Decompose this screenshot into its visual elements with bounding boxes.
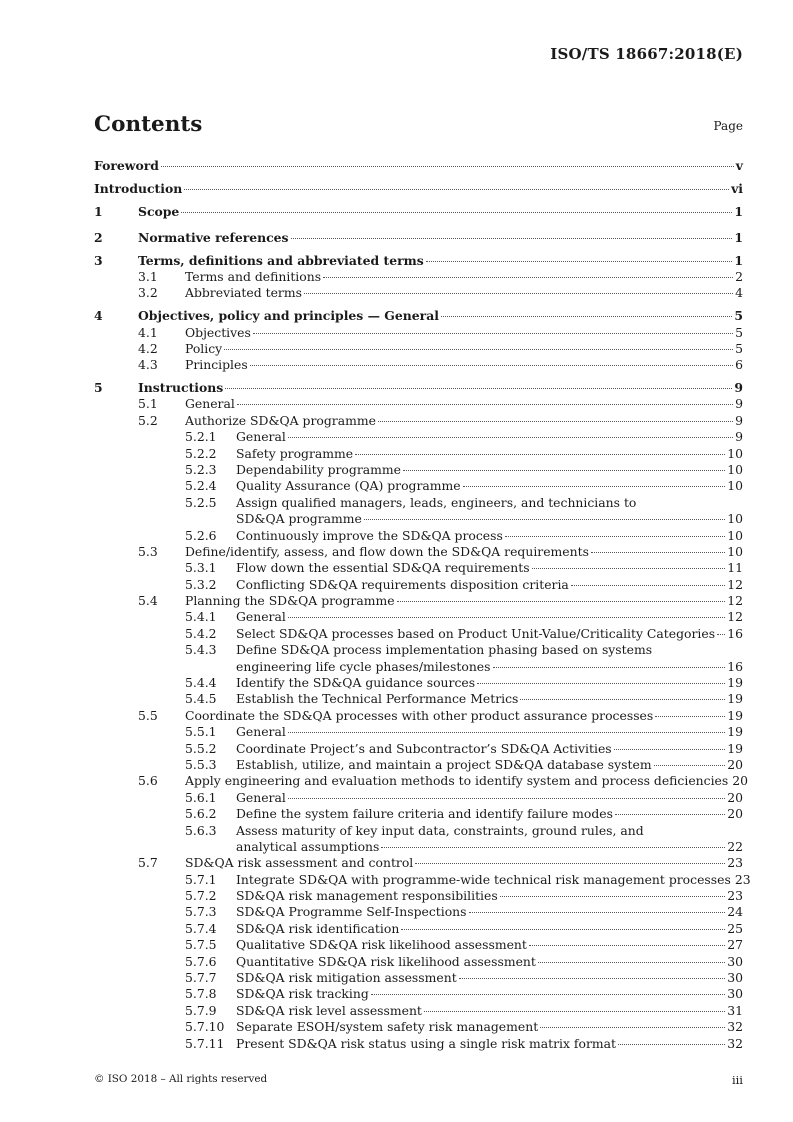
- dot-leader: [381, 846, 725, 848]
- toc-entry-page: 23: [727, 855, 743, 871]
- dot-leader: [288, 797, 725, 799]
- document-id: ISO/TS 18667:2018(E): [550, 45, 743, 63]
- toc-entry-page: 5: [735, 324, 743, 340]
- toc-entry-title: Assess maturity of key input data, constraints, ground rules, and: [236, 822, 644, 838]
- toc-entry-page: 30: [727, 986, 743, 1002]
- toc-entry[interactable]: [94, 609, 743, 625]
- toc-entry-title: Integrate SD&QA with programme-wide technical risk management processes: [236, 871, 731, 887]
- dot-leader: [538, 961, 725, 963]
- dot-leader: [477, 682, 725, 684]
- toc-entry-number: 5.4.1: [185, 609, 217, 625]
- toc-entry-number: 5.7: [138, 855, 158, 871]
- toc-entry-page: 19: [727, 707, 743, 723]
- dot-leader: [459, 977, 726, 979]
- dot-leader: [288, 731, 725, 733]
- toc-entry-title: SD&QA risk management responsibilities: [236, 888, 498, 904]
- toc-entry-page: 12: [727, 609, 743, 625]
- toc-entry-title: Scope: [138, 203, 180, 219]
- toc-entry-title: Objectives: [185, 324, 251, 340]
- toc-entry-title: General: [236, 724, 286, 740]
- toc-entry[interactable]: [94, 357, 743, 373]
- dot-leader: [424, 1010, 725, 1012]
- toc-entry[interactable]: [94, 253, 743, 269]
- toc-entry[interactable]: [94, 823, 743, 839]
- toc-entry-page: 10: [727, 461, 743, 477]
- toc-entry-number: 5.2.3: [185, 461, 217, 477]
- toc-entry-continuation[interactable]: [94, 659, 743, 675]
- toc-entry-title: SD&QA risk level assessment: [236, 1002, 422, 1018]
- toc-entry-title: General: [236, 789, 286, 805]
- toc-entry[interactable]: [94, 741, 743, 757]
- toc-entry-title: SD&QA Programme Self-Inspections: [236, 904, 467, 920]
- toc-entry-page: 24: [727, 904, 743, 920]
- toc-entry-page: 16: [727, 658, 743, 674]
- toc-entry-page: v: [735, 158, 743, 173]
- toc-entry-page: 2: [735, 269, 743, 285]
- toc-entry-page: 9: [735, 396, 743, 412]
- toc-entry-page: 5: [735, 340, 743, 356]
- toc-entry-title: General: [236, 609, 286, 625]
- toc-entry-page: 10: [727, 511, 743, 527]
- page-column-label: Page: [713, 119, 743, 133]
- dot-leader: [500, 895, 726, 897]
- toc-entry[interactable]: [94, 429, 743, 445]
- toc-entry[interactable]: [94, 855, 743, 871]
- toc-entry-title: General: [185, 396, 235, 412]
- dot-leader: [463, 485, 726, 487]
- toc-entry-page: 20: [732, 773, 749, 789]
- dot-leader: [493, 666, 726, 668]
- toc-entry[interactable]: [94, 970, 743, 986]
- toc-entry[interactable]: [94, 495, 743, 511]
- toc-entry[interactable]: [94, 904, 743, 920]
- toc-entry-number: 5.5.1: [185, 724, 217, 740]
- toc-entry-page: 25: [727, 920, 743, 936]
- toc-entry-number: 5.2.2: [185, 445, 217, 461]
- toc-entry-number: 5.3.2: [185, 576, 217, 592]
- toc-entry-title: Normative references: [138, 229, 289, 245]
- footer-copyright: © ISO 2018 – All rights reserved: [94, 1073, 268, 1085]
- dot-leader: [364, 518, 725, 520]
- toc-entry-page: 30: [727, 970, 743, 986]
- toc-entry-number: 5.5: [138, 707, 158, 723]
- toc-entry[interactable]: [94, 269, 743, 285]
- toc-entry[interactable]: [94, 626, 743, 642]
- toc-entry-number: 5.5.2: [185, 740, 217, 756]
- toc-entry-continuation[interactable]: [94, 511, 743, 527]
- toc-entry-page: 23: [734, 871, 751, 887]
- toc-entry[interactable]: [94, 201, 743, 224]
- toc-entry-page: 19: [727, 675, 743, 691]
- toc-entry-number: 5.7.10: [185, 1019, 225, 1035]
- dot-leader: [520, 698, 725, 700]
- toc-entry-number: 5.2.4: [185, 478, 217, 494]
- toc-entry-page: 1: [734, 203, 743, 219]
- toc-entry[interactable]: [94, 560, 743, 576]
- toc-entry-page: 19: [727, 724, 743, 740]
- toc-entry[interactable]: [94, 675, 743, 691]
- toc-entry-page: 4: [735, 285, 743, 301]
- toc-entry-page: 9: [735, 412, 743, 428]
- toc-entry-number: 5.2.6: [185, 527, 217, 543]
- dot-leader: [415, 862, 725, 864]
- dot-leader: [253, 332, 733, 334]
- toc-entry-page: 31: [727, 1002, 743, 1018]
- toc-entry[interactable]: [94, 642, 743, 658]
- toc-entry-number: 2: [94, 229, 103, 245]
- toc-entry[interactable]: [94, 155, 743, 178]
- dot-leader: [532, 567, 726, 569]
- dot-leader: [654, 764, 726, 766]
- toc-entry-page: 22: [727, 838, 743, 854]
- toc-entry[interactable]: [94, 396, 743, 412]
- dot-leader: [540, 1026, 725, 1028]
- toc-entry-number: 4.1: [138, 324, 158, 340]
- toc-entry-title: Foreword: [94, 158, 159, 173]
- toc-entry-page: 11: [727, 560, 743, 576]
- toc-entry[interactable]: [94, 577, 743, 593]
- dot-leader: [655, 715, 725, 717]
- toc-entry-title: Establish, utilize, and maintain a project SD&QA database system: [236, 756, 652, 772]
- toc-entry[interactable]: [94, 1019, 743, 1035]
- toc-entry-title-continued: SD&QA programme: [236, 511, 362, 527]
- toc-entry-number: 5.7.9: [185, 1002, 217, 1018]
- toc-entry-page: 20: [727, 789, 743, 805]
- toc-entry[interactable]: [94, 178, 743, 201]
- toc-entry-page: 20: [727, 806, 743, 822]
- toc-entry-page: 19: [727, 740, 743, 756]
- toc-entry-page: 12: [727, 576, 743, 592]
- dot-leader: [378, 420, 733, 422]
- toc-entry-number: 5.4.3: [185, 642, 217, 658]
- dot-leader: [304, 292, 733, 294]
- toc-entry-page: 6: [735, 357, 743, 373]
- toc-entry[interactable]: [94, 413, 743, 429]
- toc-entry-title: Apply engineering and evaluation methods to identify system and process deficiencies: [185, 773, 729, 789]
- dot-leader: [717, 633, 725, 635]
- toc-entry[interactable]: [94, 544, 743, 560]
- toc-entry-title: Qualitative SD&QA risk likelihood assessment: [236, 937, 527, 953]
- toc-entry-number: 5.7.11: [185, 1035, 225, 1051]
- dot-leader: [529, 944, 725, 946]
- toc-entry-title: Terms, definitions and abbreviated terms: [138, 252, 424, 268]
- toc-entry-number: 3.2: [138, 285, 158, 301]
- toc-entry-number: 5.7.1: [185, 871, 217, 887]
- toc-entry-page: vi: [731, 180, 743, 196]
- toc-entry-title: SD&QA risk identification: [236, 920, 400, 936]
- toc-entry-title: SD&QA risk assessment and control: [185, 855, 414, 871]
- toc-entry-title: Define the system failure criteria and identify failure modes: [236, 806, 613, 822]
- toc-entry-title: Coordinate Project’s and Subcontractor’s SD&QA Activities: [236, 740, 612, 756]
- dot-leader: [614, 748, 726, 750]
- toc-entry-title: Flow down the essential SD&QA requirements: [236, 560, 530, 576]
- toc-entry-number: 5.2: [138, 412, 158, 428]
- dot-leader: [184, 188, 729, 190]
- toc-entry-page: 10: [727, 527, 743, 543]
- toc-entry-page: 9: [735, 429, 743, 445]
- dot-leader: [426, 260, 733, 262]
- toc-entry-title: Authorize SD&QA programme: [185, 412, 376, 428]
- toc-entry[interactable]: [94, 308, 743, 324]
- dot-leader: [371, 993, 725, 995]
- toc-entry-page: 30: [727, 953, 743, 969]
- dot-leader: [591, 551, 725, 553]
- toc-entry-title: General: [236, 429, 286, 445]
- toc-entry-number: 5.3: [138, 543, 158, 559]
- toc-entry-title: Select SD&QA processes based on Product Unit-Value/Criticality Categories: [236, 625, 716, 641]
- dot-leader: [403, 469, 725, 471]
- dot-leader: [618, 1043, 725, 1045]
- table-of-contents: [94, 155, 751, 1052]
- toc-entry[interactable]: [94, 937, 743, 953]
- toc-entry[interactable]: [94, 528, 743, 544]
- dot-leader: [469, 911, 726, 913]
- toc-entry-page: 10: [727, 478, 743, 494]
- toc-entry-number: 5.7.2: [185, 888, 217, 904]
- toc-entry[interactable]: [94, 478, 743, 494]
- toc-entry-title: SD&QA risk mitigation assessment: [236, 970, 457, 986]
- dot-leader: [291, 237, 733, 239]
- toc-entry-title: Define/identify, assess, and flow down the SD&QA requirements: [185, 543, 589, 559]
- toc-entry-title: Safety programme: [236, 445, 354, 461]
- toc-entry-title: Identify the SD&QA guidance sources: [236, 675, 476, 691]
- toc-entry-number: 5.7.3: [185, 904, 217, 920]
- toc-entry-number: 5.7.5: [185, 937, 217, 953]
- toc-entry-page: 32: [727, 1035, 743, 1051]
- toc-entry-title: Abbreviated terms: [185, 285, 302, 301]
- toc-entry-title: Policy: [185, 340, 223, 356]
- toc-entry[interactable]: [94, 790, 743, 806]
- toc-entry-title-continued: analytical assumptions: [236, 838, 380, 854]
- toc-entry-page: 19: [727, 691, 743, 707]
- toc-entry-title: Conflicting SD&QA requirements disposition criteria: [236, 576, 569, 592]
- toc-entry-page: 23: [727, 888, 743, 904]
- toc-entry[interactable]: [94, 871, 751, 888]
- dot-leader: [225, 387, 732, 389]
- toc-entry-number: 5.6.2: [185, 806, 217, 822]
- toc-entry[interactable]: [94, 593, 743, 609]
- toc-entry-page: 12: [727, 593, 743, 609]
- toc-entry-page: 1: [734, 252, 743, 268]
- toc-entry-number: 5.4.5: [185, 691, 217, 707]
- toc-entry-page: 5: [734, 308, 743, 324]
- toc-entry-title: Assign qualified managers, leads, engineers, and technicians to: [236, 494, 637, 510]
- toc-entry-number: 5: [94, 379, 103, 395]
- toc-entry-title: Quality Assurance (QA) programme: [236, 478, 461, 494]
- toc-entry[interactable]: [94, 462, 743, 478]
- toc-entry-number: 5.6.3: [185, 822, 217, 838]
- toc-entry-title: Dependability programme: [236, 461, 401, 477]
- toc-entry-continuation[interactable]: [94, 839, 743, 855]
- toc-entry-title: Quantitative SD&QA risk likelihood assessment: [236, 953, 536, 969]
- toc-entry-title: Coordinate the SD&QA processes with other product assurance processes: [185, 707, 654, 723]
- toc-entry-page: 27: [727, 937, 743, 953]
- toc-entry-number: 5.5.3: [185, 756, 217, 772]
- dot-leader: [237, 403, 733, 405]
- dot-leader: [401, 928, 725, 930]
- toc-entry-title: Terms and definitions: [185, 269, 322, 285]
- toc-entry[interactable]: [94, 773, 749, 789]
- footer-page-number: iii: [731, 1073, 743, 1087]
- dot-leader: [161, 165, 734, 167]
- toc-entry-number: 4.2: [138, 340, 158, 356]
- toc-entry[interactable]: [94, 230, 743, 246]
- toc-entry-number: 4: [94, 308, 103, 324]
- contents-heading: Contents: [94, 112, 203, 137]
- toc-entry-number: 5.6.1: [185, 789, 217, 805]
- toc-entry-title: SD&QA risk tracking: [236, 986, 369, 1002]
- toc-entry[interactable]: [94, 757, 743, 773]
- toc-entry-page: 32: [727, 1019, 743, 1035]
- dot-leader: [441, 315, 732, 317]
- toc-entry-title-continued: engineering life cycle phases/milestones: [236, 658, 491, 674]
- toc-entry[interactable]: [94, 285, 743, 301]
- toc-entry-number: 5.1: [138, 396, 158, 412]
- toc-entry-page: 9: [734, 379, 743, 395]
- toc-entry-number: 5.4.2: [185, 625, 217, 641]
- toc-entry[interactable]: [94, 446, 743, 462]
- toc-entry-title: Continuously improve the SD&QA process: [236, 527, 503, 543]
- toc-entry-number: 5.2.1: [185, 429, 217, 445]
- toc-entry-title: Establish the Technical Performance Metrics: [236, 691, 519, 707]
- toc-entry-title: Principles: [185, 357, 248, 373]
- toc-entry[interactable]: [94, 724, 743, 740]
- toc-entry-title: Present SD&QA risk status using a single risk matrix format: [236, 1035, 617, 1051]
- toc-entry-number: 4.3: [138, 357, 158, 373]
- toc-entry[interactable]: [94, 954, 743, 970]
- dot-leader: [288, 436, 733, 438]
- toc-entry[interactable]: [94, 1003, 743, 1019]
- toc-entry-page: 10: [727, 445, 743, 461]
- toc-entry-number: 5.7.8: [185, 986, 217, 1002]
- toc-entry-number: 5.4: [138, 593, 158, 609]
- toc-entry[interactable]: [94, 380, 743, 396]
- dot-leader: [323, 276, 733, 278]
- toc-entry-page: 10: [727, 543, 743, 559]
- toc-entry[interactable]: [94, 888, 743, 904]
- toc-entry-title: Define SD&QA process implementation phasing based on systems: [236, 642, 653, 658]
- toc-entry-page: 16: [727, 625, 743, 641]
- toc-entry[interactable]: [94, 691, 743, 707]
- toc-entry-title: Separate ESOH/system safety risk management: [236, 1019, 539, 1035]
- dot-leader: [615, 813, 725, 815]
- toc-entry[interactable]: [94, 986, 743, 1002]
- dot-leader: [355, 453, 725, 455]
- toc-entry-number: 5.7.7: [185, 970, 217, 986]
- toc-entry[interactable]: [94, 1036, 743, 1052]
- toc-entry[interactable]: [94, 341, 743, 357]
- toc-entry-number: 3: [94, 252, 103, 268]
- toc-entry-number: 3.1: [138, 269, 158, 285]
- toc-entry-title: Instructions: [138, 379, 224, 395]
- toc-entry-title: Objectives, policy and principles — General: [138, 308, 439, 324]
- toc-entry-number: 5.4.4: [185, 675, 217, 691]
- dot-leader: [224, 348, 733, 350]
- toc-entry-page: 20: [727, 756, 743, 772]
- toc-entry-title: Planning the SD&QA programme: [185, 593, 395, 609]
- toc-entry-number: 5.7.4: [185, 920, 217, 936]
- dot-leader: [571, 584, 725, 586]
- toc-entry[interactable]: [94, 806, 743, 822]
- dot-leader: [250, 364, 733, 366]
- toc-entry-number: 5.3.1: [185, 560, 217, 576]
- toc-entry[interactable]: [94, 921, 743, 937]
- toc-entry-page: 1: [734, 229, 743, 245]
- toc-entry-number: 5.7.6: [185, 953, 217, 969]
- dot-leader: [288, 616, 725, 618]
- dot-leader: [397, 600, 726, 602]
- toc-entry-number: 5.6: [138, 773, 158, 789]
- toc-entry[interactable]: [94, 325, 743, 341]
- dot-leader: [505, 535, 725, 537]
- toc-entry-title: Introduction: [94, 180, 183, 196]
- toc-entry-number: 1: [94, 203, 103, 219]
- toc-entry-number: 5.2.5: [185, 494, 217, 510]
- dot-leader: [181, 211, 732, 213]
- toc-entry[interactable]: [94, 708, 743, 724]
